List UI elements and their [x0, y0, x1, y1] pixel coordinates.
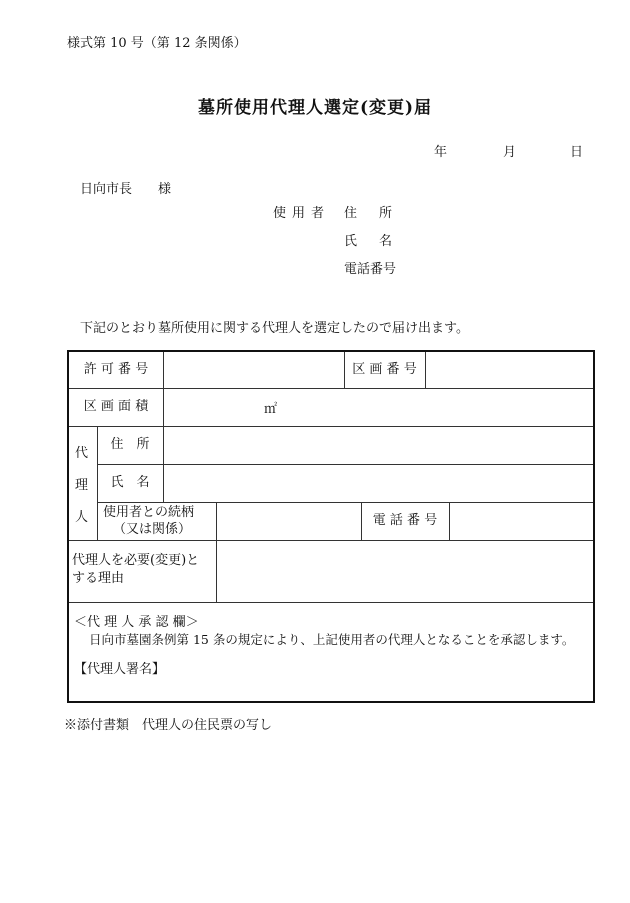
relation-label-line2: （又は関係） — [113, 522, 192, 537]
agent-name-field[interactable] — [163, 464, 593, 502]
page-title: 墓所使用代理人選定(変更)届 — [197, 98, 433, 118]
form-table — [67, 350, 595, 703]
date-month-label: 月 — [503, 145, 517, 160]
agent-phone-label: 電 話 番 号 — [372, 513, 438, 528]
date-day-label: 日 — [570, 145, 584, 160]
applicant-address-label: 住所 — [344, 206, 415, 221]
plot-area-field[interactable] — [163, 388, 593, 426]
approval-heading: ＜代 理 人 承 認 欄＞ — [74, 615, 199, 630]
relation-label-line1: 使用者との続柄 — [103, 505, 195, 520]
permit-number-label: 許 可 番 号 — [83, 362, 149, 377]
addressee-honorific: 様 — [158, 182, 172, 197]
area-unit: ㎡ — [264, 402, 278, 417]
attachment-note: ※添付書類 代理人の住民票の写し — [64, 718, 273, 733]
addressee — [80, 178, 171, 197]
relation-label — [97, 502, 216, 540]
signature-field[interactable] — [179, 654, 579, 694]
plot-number-field[interactable] — [425, 352, 593, 388]
applicant-role-label: 使用者 — [273, 206, 331, 221]
approval-section — [69, 602, 593, 701]
plot-area-label: 区 画 面 積 — [83, 399, 149, 414]
agent-label-text: 代理人 — [75, 446, 89, 525]
addressee-name: 日向市長 — [80, 182, 133, 197]
reason-field[interactable] — [216, 540, 593, 602]
agent-address-field[interactable] — [163, 426, 593, 464]
permit-number-field[interactable] — [163, 352, 344, 388]
approval-text: 日向市墓園条例第 15 条の規定により、上記使用者の代理人となることを承認します。 — [89, 632, 575, 647]
date-year-label: 年 — [434, 145, 448, 160]
lead-text: 下記のとおり墓所使用に関する代理人を選定したので届け出ます。 — [80, 321, 469, 336]
reason-label — [69, 540, 216, 602]
applicant-name-label: 氏名 — [344, 234, 415, 249]
reason-label-line2: する理由 — [72, 571, 125, 586]
agent-label — [69, 426, 97, 540]
relation-field[interactable] — [216, 502, 361, 540]
agent-phone-field[interactable] — [449, 502, 593, 540]
form-number: 様式第 10 号（第 12 条関係） — [67, 36, 247, 51]
applicant-phone-label: 電話番号 — [344, 262, 397, 277]
reason-label-line1: 代理人を必要(変更)と — [72, 553, 200, 568]
agent-address-label: 住 所 — [110, 437, 150, 452]
agent-name-label: 氏 名 — [110, 475, 150, 490]
signature-label: 【代理人署名】 — [74, 662, 166, 677]
plot-number-label: 区 画 番 号 — [352, 362, 417, 377]
